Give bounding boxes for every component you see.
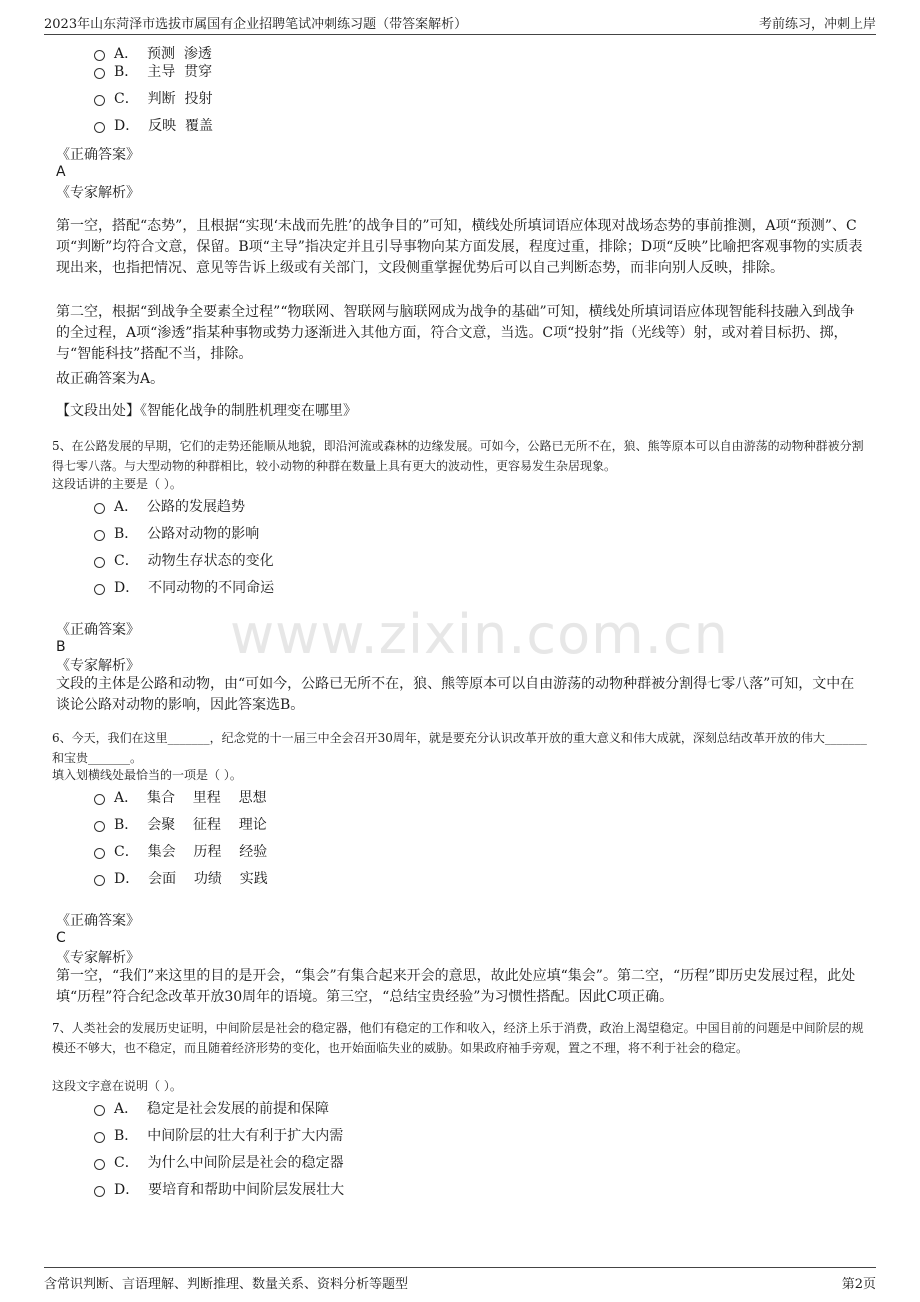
document-title: 2023年山东菏泽市选拔市属国有企业招聘笔试冲刺练习题（带答案解析） — [44, 17, 468, 32]
radio-circle-icon[interactable] — [94, 821, 105, 832]
answer-value: A — [56, 164, 66, 180]
radio-circle-icon[interactable] — [94, 503, 105, 514]
footer-topics: 含常识判断、言语理解、判断推理、数量关系、资料分析等题型 — [44, 1277, 409, 1292]
page-number: 第2页 — [841, 1277, 876, 1292]
question-stem: 5、在公路发展的早期，它们的走势还能顺从地貌，即沿河流或森林的边缘发展。可如今，公路已无所不在，狼、熊等原本可以自由游荡的动物种群被分割得七零八落。与大型动物的种群相比，较小动物的种群在数量上具有更大的波动性，更容易发生杂居现象。 — [52, 439, 864, 473]
radio-circle-icon[interactable] — [94, 1186, 105, 1197]
radio-circle-icon[interactable] — [94, 794, 105, 805]
source-note: 【文段出处】《智能化战争的制胜机理变在哪里》 — [56, 403, 357, 419]
answer-label: 《正确答案》 — [56, 913, 140, 929]
analysis-label: 《专家解析》 — [56, 950, 140, 966]
radio-circle-icon[interactable] — [94, 68, 105, 79]
watermark: www.zixin.com.cn — [230, 603, 729, 666]
question-prompt: 这段话讲的主要是（ ）。 — [52, 477, 182, 491]
analysis-paragraph: 第二空，根据“到战争全要素全过程”“物联网、智联网与脑联网成为战争的基础”可知，横线处所填词语应体现智能科技融入到战争的全过程，A项“渗透”指某种事物或势力逐渐进入其他方面，符合文意，当选。C项“投射”指（光线等）射，或对着目标扔、掷，与“智能科技”搭配不当，排除。 — [56, 304, 855, 362]
answer-value: C — [56, 930, 66, 946]
radio-circle-icon[interactable] — [94, 50, 105, 61]
analysis-label: 《专家解析》 — [56, 658, 140, 674]
radio-circle-icon[interactable] — [94, 875, 105, 886]
answer-label: 《正确答案》 — [56, 147, 140, 163]
question-stem: 6、今天，我们在这里_______，纪念党的十一届三中全会召开30周年，就是要充分认识改革开放的重大意义和伟大成就，深刻总结改革开放的伟大_______和宝贵_______。 — [52, 731, 867, 765]
radio-circle-icon[interactable] — [94, 1105, 105, 1116]
answer-value: B — [56, 639, 66, 655]
question-prompt: 这段文字意在说明（ ）。 — [52, 1079, 182, 1093]
analysis-paragraph: 故正确答案为A。 — [56, 371, 165, 387]
answer-label: 《正确答案》 — [56, 622, 140, 638]
radio-circle-icon[interactable] — [94, 584, 105, 595]
radio-circle-icon[interactable] — [94, 557, 105, 568]
page-footer — [44, 1267, 876, 1292]
header-slogan: 考前练习，冲刺上岸 — [758, 17, 876, 32]
radio-circle-icon[interactable] — [94, 848, 105, 859]
analysis-paragraph: 第一空，搭配“态势”，且根据“实现‘未战而先胜’的战争目的”可知，横线处所填词语应体现对战场态势的事前推测，A项“预测”、C项“判断”均符合文意，保留。B项“主导”指决定并且引导事物向某方面发展，程度过重，排除；D项“反映”比喻把客观事物的实质表现出来，也指把情况、意见等告诉上级或有关部门，文段侧重掌握优势后可以自己判断态势，而非向别人反映，排除。 — [56, 218, 863, 276]
radio-circle-icon[interactable] — [94, 95, 105, 106]
analysis-paragraph: 文段的主体是公路和动物，由“可如今，公路已无所不在，狼、熊等原本可以自由游荡的动物种群被分割得七零八落”可知，文中在谈论公路对动物的影响，因此答案选B。 — [56, 676, 855, 713]
analysis-label: 《专家解析》 — [56, 185, 140, 201]
analysis-paragraph: 第一空，“我们”来这里的目的是开会，“集会”有集合起来开会的意思，故此处应填“集会”。第二空，“历程”即历史发展过程，此处填“历程”符合纪念改革开放30周年的语境。第三空，“总结宝贵经验”为习惯性搭配。因此C项正确。 — [56, 968, 856, 1005]
radio-circle-icon[interactable] — [94, 122, 105, 133]
page-header — [44, 10, 876, 35]
question-prompt: 填入划横线处最恰当的一项是（ ）。 — [52, 768, 242, 782]
radio-circle-icon[interactable] — [94, 1159, 105, 1170]
radio-circle-icon[interactable] — [94, 1132, 105, 1143]
question-stem: 7、人类社会的发展历史证明，中间阶层是社会的稳定器，他们有稳定的工作和收入，经济上乐于消费，政治上渴望稳定。中国目前的问题是中间阶层的规模还不够大，也不稳定，而且随着经济形势的变化，也开始面临失业的威胁。如果政府袖手旁观，置之不理，将不利于社会的稳定。 — [52, 1021, 864, 1055]
radio-circle-icon[interactable] — [94, 530, 105, 541]
